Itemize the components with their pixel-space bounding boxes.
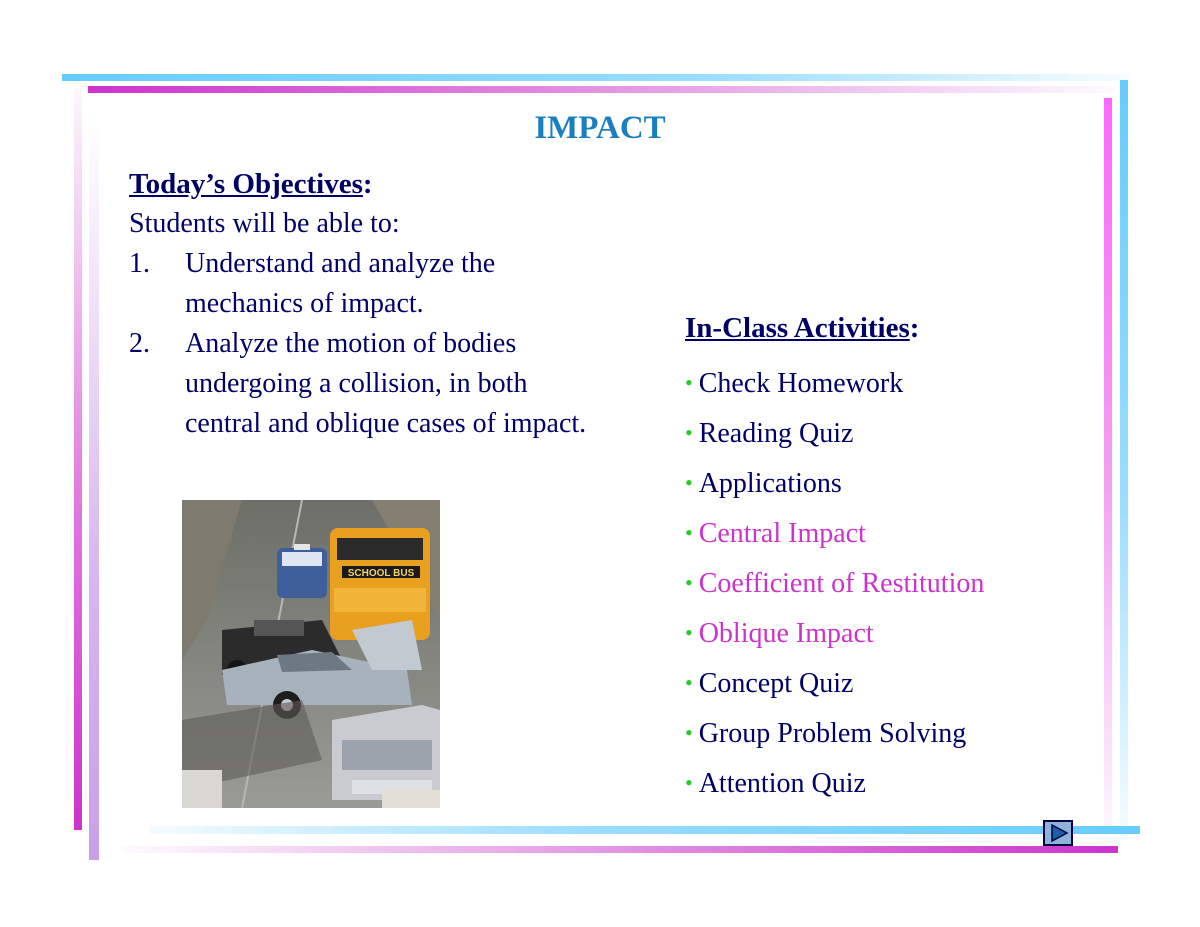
frame-bar-bottom-magenta	[120, 846, 1118, 853]
activity-item-central-impact[interactable]	[685, 508, 1085, 558]
objectives-section	[129, 164, 609, 444]
objectives-list	[129, 244, 609, 444]
bullet-icon: •	[685, 470, 693, 495]
objective-item	[129, 244, 609, 324]
activity-label: Reading Quiz	[698, 418, 854, 449]
objective-item	[129, 324, 609, 444]
next-slide-button[interactable]	[1043, 820, 1073, 846]
activity-item-coefficient-of-restitution[interactable]	[685, 558, 1085, 608]
activity-item-applications	[685, 458, 1085, 508]
frame-bar-left-lilac	[89, 120, 99, 860]
objectives-heading	[129, 164, 609, 204]
activity-item-group-problem-solving	[685, 708, 1085, 758]
activity-label: Attention Quiz	[698, 768, 866, 799]
frame-bar-right-cyan	[1120, 80, 1128, 840]
bullet-icon: •	[685, 520, 693, 545]
activity-item-attention-quiz	[685, 758, 1085, 808]
objectives-heading-text: Today’s Objectives	[129, 168, 363, 200]
frame-bar-right-magenta	[1104, 98, 1112, 833]
activity-label: Applications	[698, 468, 842, 499]
frame-bar-left-magenta	[74, 88, 82, 830]
activities-section	[685, 308, 1085, 808]
white-car	[332, 705, 440, 800]
activities-heading-text: In-Class Activities	[685, 312, 910, 344]
activity-label[interactable]: Oblique Impact	[698, 618, 874, 649]
activities-list	[685, 358, 1085, 808]
activities-heading-colon: :	[909, 312, 920, 344]
bullet-icon: •	[685, 420, 693, 445]
activity-item-reading-quiz	[685, 408, 1085, 458]
objective-text: Analyze the motion of bodies undergoing a collision, in both central and oblique cases of impact.	[185, 328, 587, 439]
activity-label[interactable]: Central Impact	[698, 518, 866, 549]
objectives-heading-colon: :	[362, 168, 373, 200]
activity-label: Concept Quiz	[698, 668, 854, 699]
slide-title: IMPACT	[534, 110, 666, 146]
objective-number: 2.	[129, 328, 150, 359]
objective-number: 1.	[129, 248, 150, 279]
bus-sign-text: SCHOOL BUS	[347, 568, 415, 579]
bullet-icon: •	[685, 720, 693, 745]
bullet-icon: •	[685, 620, 693, 645]
activity-label: Check Homework	[698, 368, 904, 399]
play-triangle-icon	[1045, 822, 1071, 844]
bullet-icon: •	[685, 770, 693, 795]
bullet-icon: •	[685, 670, 693, 695]
activity-item-concept-quiz	[685, 658, 1085, 708]
activity-item-oblique-impact[interactable]	[685, 608, 1085, 658]
frame-bar-top-cyan	[62, 74, 1130, 81]
activities-heading	[685, 308, 1085, 348]
police-car	[277, 544, 327, 598]
car-collision-photo	[182, 500, 440, 808]
frame-bar-top-magenta	[88, 86, 1118, 93]
objective-text: Understand and analyze the mechanics of impact.	[185, 248, 496, 319]
frame-bar-bottom-cyan	[150, 826, 1140, 834]
school-bus	[330, 528, 430, 640]
collision-illustration	[182, 500, 440, 808]
bullet-icon: •	[685, 370, 693, 395]
activity-item-check-homework	[685, 358, 1085, 408]
activity-label[interactable]: Coefficient of Restitution	[698, 568, 985, 599]
bullet-icon: •	[685, 570, 693, 595]
activity-label: Group Problem Solving	[698, 718, 967, 749]
objectives-intro: Students will be able to:	[129, 208, 400, 239]
